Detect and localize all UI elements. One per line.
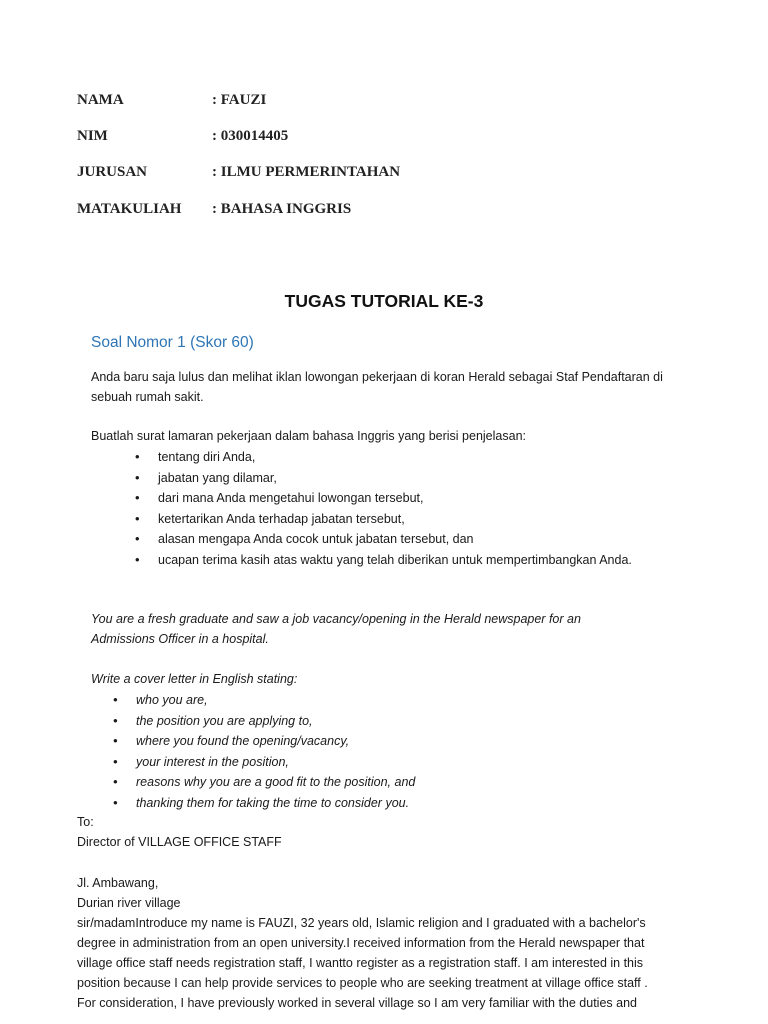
soal-heading: Soal Nomor 1 (Skor 60) xyxy=(91,334,254,351)
letter-body-line: position because I can help provide services to people who are seeking treatment at village office staff . xyxy=(77,976,648,990)
en-instruction: Write a cover letter in English stating: xyxy=(91,672,298,686)
bullet-icon: • xyxy=(113,733,118,748)
id-instruction: Buatlah surat lamaran pekerjaan dalam bahasa Inggris yang berisi penjelasan: xyxy=(91,429,526,443)
bullet-icon: • xyxy=(135,490,140,505)
letter-body-line: For consideration, I have previously worked in several village so I am very familiar with the duties and xyxy=(77,996,637,1010)
document-title: TUGAS TUTORIAL KE-3 xyxy=(284,291,484,311)
identity-value-nim: : 030014405 xyxy=(212,128,289,144)
bullet-icon: • xyxy=(135,510,140,526)
identity-label-nim: NIM xyxy=(77,128,108,144)
list-item: • who you are, xyxy=(136,690,415,711)
bullet-icon: • xyxy=(135,469,140,485)
bullet-icon: • xyxy=(113,774,118,789)
letter-address-line-2: Durian river village xyxy=(77,896,181,910)
id-intro-line-2: sebuah rumah sakit. xyxy=(91,390,204,404)
list-item: • jabatan yang dilamar, xyxy=(158,468,632,489)
bullet-icon: • xyxy=(135,449,140,464)
bullet-icon: • xyxy=(113,753,118,769)
en-intro-line-2: Admissions Officer in a hospital. xyxy=(91,632,269,646)
letter-body-line: village office staff needs registration staff, I wantto register as a registration staff. I am interested in this xyxy=(77,956,644,970)
id-bullet-list xyxy=(135,447,632,570)
list-item: • thanking them for taking the time to consider you. xyxy=(136,793,415,814)
letter-to: To: xyxy=(77,815,94,829)
letter-address-line-1: Jl. Ambawang, xyxy=(77,876,159,890)
list-item: • where you found the opening/vacancy, xyxy=(136,731,415,752)
identity-value-nama: : FAUZI xyxy=(212,92,267,108)
id-intro-line-1: Anda baru saja lulus dan melihat iklan lowongan pekerjaan di koran Herald sebagai Staf Pendaftaran di xyxy=(91,370,663,384)
identity-label-matakuliah: MATAKULIAH xyxy=(77,201,182,217)
list-item: • ucapan terima kasih atas waktu yang telah diberikan untuk mempertimbangkan Anda. xyxy=(158,550,632,571)
list-item: • your interest in the position, xyxy=(136,752,415,773)
identity-label-nama: NAMA xyxy=(77,92,124,108)
list-item: • alasan mengapa Anda cocok untuk jabatan tersebut, dan xyxy=(158,529,632,550)
en-bullet-list xyxy=(113,690,416,813)
identity-value-jurusan: : ILMU PERMERINTAHAN xyxy=(212,164,401,180)
bullet-icon: • xyxy=(113,794,118,810)
identity-value-matakuliah: : BAHASA INGGRIS xyxy=(212,201,352,217)
list-item: • the position you are applying to, xyxy=(136,711,415,732)
bullet-icon: • xyxy=(113,692,118,707)
en-intro-line-1: You are a fresh graduate and saw a job vacancy/opening in the Herald newspaper for an xyxy=(91,612,581,626)
bullet-icon: • xyxy=(135,551,140,567)
list-item: • tentang diri Anda, xyxy=(158,447,632,468)
bullet-icon: • xyxy=(135,531,140,546)
identity-label-jurusan: JURUSAN xyxy=(77,164,148,180)
list-item: • reasons why you are a good fit to the position, and xyxy=(136,772,415,793)
letter-body-line: degree in administration from an open university.I received information from the Herald newspaper that xyxy=(77,936,645,950)
letter-body-line: sir/madamIntroduce my name is FAUZI, 32 years old, Islamic religion and I graduated with a bachelor's xyxy=(77,916,646,930)
list-item: • ketertarikan Anda terhadap jabatan tersebut, xyxy=(158,509,632,530)
letter-recipient: Director of VILLAGE OFFICE STAFF xyxy=(77,835,282,849)
list-item: • dari mana Anda mengetahui lowongan tersebut, xyxy=(158,488,632,509)
bullet-icon: • xyxy=(113,712,118,728)
